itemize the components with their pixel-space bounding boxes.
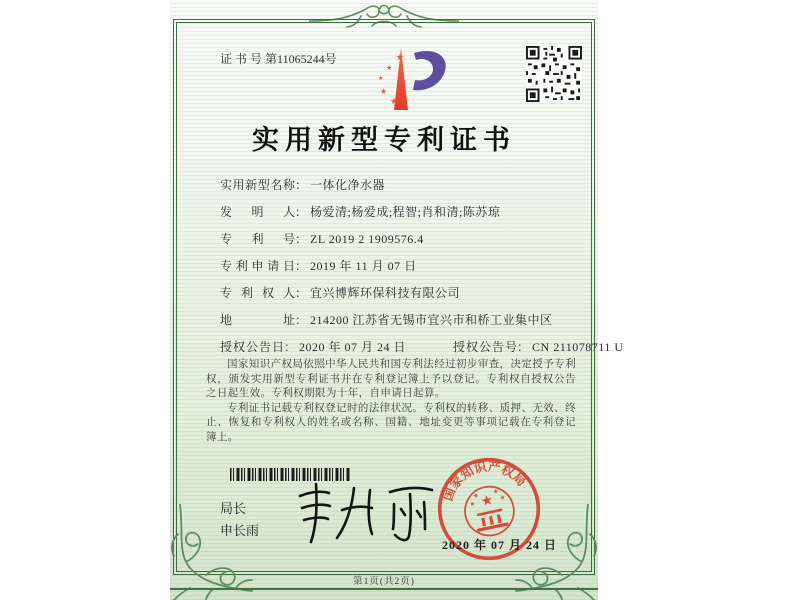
certificate-paper (170, 0, 624, 600)
national-emblem-icon (461, 482, 519, 540)
field-value: 2020 年 07 月 24 日 (299, 340, 407, 354)
seal-text: 国家知识产权局 (439, 458, 530, 503)
field-value: 214200 江苏省无锡市宜兴市和桥工业集中区 (310, 313, 553, 327)
svg-text:★: ★ (390, 97, 399, 107)
seal-date: 2020 年 07 月 24 日 (442, 538, 558, 552)
field-value: 宜兴博辉环保科技有限公司 (310, 286, 461, 300)
svg-text:★: ★ (378, 75, 384, 82)
svg-text:★: ★ (472, 492, 480, 501)
field-value: 2019 年 11 月 07 日 (310, 259, 417, 273)
field-value: CN 211078711 U (532, 340, 624, 354)
colon: ： (295, 205, 308, 219)
certificate-number (220, 50, 337, 67)
signer-block (220, 498, 259, 542)
paper-bottom-edge (170, 588, 598, 590)
field-patent-number (220, 226, 574, 253)
field-patentee (220, 280, 574, 307)
cnipa-logo (370, 44, 452, 116)
field-inventors (220, 199, 574, 226)
official-seal (426, 446, 552, 572)
field-label: 实用新型名称 (220, 178, 295, 192)
field-label: 专利申请日 (220, 259, 295, 273)
certificate-title: 实用新型专利证书 (252, 125, 516, 155)
svg-text:★: ★ (396, 53, 405, 63)
field-grant-number (453, 334, 623, 361)
svg-text:★: ★ (499, 494, 507, 503)
field-label: 授权公告日 (220, 340, 284, 354)
field-grant-row (220, 334, 624, 361)
signer-title: 局长 (220, 501, 247, 516)
svg-text:★: ★ (380, 87, 388, 96)
field-label: 专利权人 (220, 286, 295, 300)
colon: ： (295, 313, 308, 327)
field-label: 授权公告号 (453, 340, 518, 354)
svg-text:★: ★ (479, 491, 495, 511)
certificate-number-value: 第11065244号 (265, 52, 337, 66)
field-grant-date (220, 340, 409, 354)
fields-block (220, 172, 624, 361)
colon: ： (295, 232, 308, 246)
logo-p-shape (413, 51, 446, 90)
colon: ： (284, 340, 297, 354)
field-address (220, 307, 574, 334)
colon: ： (295, 259, 308, 273)
field-label: 专利号 (220, 232, 295, 246)
field-value: 杨爱清;杨爱成;程智;肖和清;陈苏琼 (310, 205, 501, 219)
legal-text-block (206, 358, 576, 445)
colon: ： (517, 340, 530, 354)
field-label: 地址 (220, 313, 295, 327)
svg-text:★: ★ (469, 500, 477, 509)
colon: ： (295, 286, 308, 300)
director-signature (282, 476, 447, 548)
legal-paragraph-2: 专利证书记载专利权登记时的法律状况。专利权的转移、质押、无效、终止、恢复和专利权人的姓名或名称、国籍、地址变更等事项记载在专利登记簿上。 (206, 402, 576, 443)
colon: ： (295, 178, 308, 192)
field-utility-model-name (220, 172, 574, 199)
svg-text:★: ★ (386, 64, 393, 72)
svg-text:★: ★ (492, 487, 500, 496)
field-value: ZL 2019 2 1909576.4 (310, 232, 424, 246)
legal-paragraph-1: 国家知识产权局依照中华人民共和国专利法经过初步审查，决定授予专利权，颁发实用新型专利证书并在专利登记簿上予以登记。专利权自授权公告之日起生效。专利权期限为十年，自申请日起算。 (206, 359, 576, 399)
page-number: 第1页(共2页) (353, 577, 415, 587)
qr-code (526, 46, 582, 102)
field-filing-date (220, 253, 574, 280)
field-label: 发明人 (220, 205, 295, 219)
signer-name: 申长雨 (220, 523, 260, 538)
certificate-number-label: 证书号 (220, 52, 266, 66)
field-value: 一体化净水器 (310, 178, 386, 192)
